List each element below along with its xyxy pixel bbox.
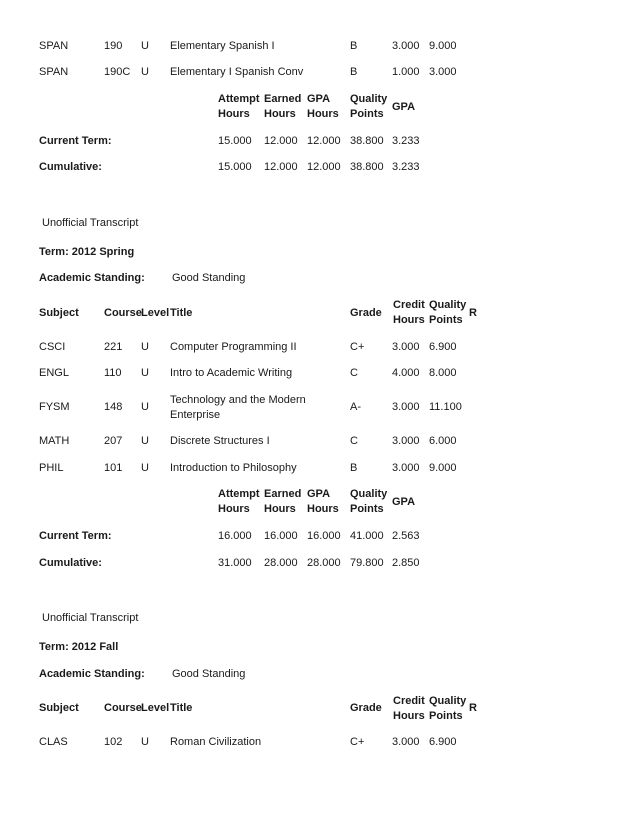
course-credit-hours: 4.000 bbox=[392, 367, 420, 379]
header-earned-hours: Hours bbox=[264, 108, 296, 120]
header-grade: Grade bbox=[350, 702, 382, 714]
summary-earned: 16.000 bbox=[264, 530, 298, 542]
course-quality-points: 3.000 bbox=[429, 66, 457, 78]
header-gpa: GPA bbox=[392, 101, 416, 113]
course-subject: ENGL bbox=[39, 367, 69, 379]
summary-gpa: 3.233 bbox=[392, 161, 420, 173]
course-grade: B bbox=[350, 462, 358, 474]
header-quality-points: Quality bbox=[350, 488, 388, 500]
header-gpa-hours: GPA bbox=[307, 93, 331, 105]
course-level: U bbox=[141, 435, 149, 447]
course-title: Enterprise bbox=[170, 409, 221, 421]
course-credit-hours: 3.000 bbox=[392, 736, 420, 748]
header-quality-points: Points bbox=[429, 314, 463, 326]
course-credit-hours: 3.000 bbox=[392, 40, 420, 52]
course-subject: FYSM bbox=[39, 401, 70, 413]
course-title: Discrete Structures I bbox=[170, 435, 270, 447]
course-credit-hours: 3.000 bbox=[392, 435, 420, 447]
summary-label: Current Term: bbox=[39, 135, 112, 147]
summary-gpa: 2.850 bbox=[392, 557, 420, 569]
summary-gpa: 3.233 bbox=[392, 135, 420, 147]
course-title: Elementary I Spanish Conv bbox=[170, 66, 304, 78]
summary-earned: 28.000 bbox=[264, 557, 298, 569]
header-level: Level bbox=[141, 702, 170, 714]
header-r: R bbox=[469, 307, 477, 319]
header-quality-points: Quality bbox=[429, 299, 467, 311]
course-level: U bbox=[141, 66, 149, 78]
course-grade: C+ bbox=[350, 736, 365, 748]
course-quality-points: 6.900 bbox=[429, 341, 457, 353]
summary-label: Cumulative: bbox=[39, 161, 102, 173]
header-r: R bbox=[469, 702, 477, 714]
header-earned-hours: Hours bbox=[264, 503, 296, 515]
course-level: U bbox=[141, 367, 149, 379]
course-title: Elementary Spanish I bbox=[170, 40, 275, 52]
term-label: Term: 2012 Fall bbox=[39, 641, 119, 653]
summary-gpa-hours: 16.000 bbox=[307, 530, 341, 542]
summary-earned: 12.000 bbox=[264, 161, 298, 173]
section-heading: Unofficial Transcript bbox=[42, 612, 139, 624]
course-number: 190C bbox=[104, 66, 131, 78]
course-title: Technology and the Modern bbox=[170, 394, 306, 406]
header-quality-points: Quality bbox=[429, 695, 467, 707]
course-quality-points: 9.000 bbox=[429, 462, 457, 474]
course-credit-hours: 3.000 bbox=[392, 401, 420, 413]
course-grade: C bbox=[350, 367, 358, 379]
course-subject: MATH bbox=[39, 435, 70, 447]
header-title: Title bbox=[170, 702, 193, 714]
summary-attempt: 31.000 bbox=[218, 557, 252, 569]
header-earned-hours: Earned bbox=[264, 93, 302, 105]
course-level: U bbox=[141, 736, 149, 748]
course-subject: PHIL bbox=[39, 462, 64, 474]
academic-standing-value: Good Standing bbox=[172, 272, 246, 284]
summary-label: Cumulative: bbox=[39, 557, 102, 569]
header-quality-points: Points bbox=[350, 108, 384, 120]
summary-earned: 12.000 bbox=[264, 135, 298, 147]
section-heading: Unofficial Transcript bbox=[42, 217, 139, 229]
course-grade: A- bbox=[350, 401, 361, 413]
course-level: U bbox=[141, 341, 149, 353]
summary-quality: 38.800 bbox=[350, 161, 384, 173]
course-grade: C+ bbox=[350, 341, 365, 353]
header-credit-hours: Credit bbox=[393, 299, 425, 311]
header-grade: Grade bbox=[350, 307, 382, 319]
header-gpa-hours: Hours bbox=[307, 108, 339, 120]
course-number: 148 bbox=[104, 401, 123, 413]
header-level: Level bbox=[141, 307, 170, 319]
summary-gpa-hours: 12.000 bbox=[307, 135, 341, 147]
header-credit-hours: Hours bbox=[393, 710, 425, 722]
course-number: 221 bbox=[104, 341, 123, 353]
course-grade: B bbox=[350, 66, 358, 78]
course-quality-points: 6.000 bbox=[429, 435, 457, 447]
header-attempt-hours: Attempt bbox=[218, 488, 260, 500]
course-credit-hours: 3.000 bbox=[392, 462, 420, 474]
header-credit-hours: Hours bbox=[393, 314, 425, 326]
summary-quality: 38.800 bbox=[350, 135, 384, 147]
course-subject: CLAS bbox=[39, 736, 68, 748]
header-gpa-hours: Hours bbox=[307, 503, 339, 515]
course-number: 207 bbox=[104, 435, 123, 447]
summary-gpa: 2.563 bbox=[392, 530, 420, 542]
course-subject: CSCI bbox=[39, 341, 66, 353]
header-subject: Subject bbox=[39, 307, 79, 319]
summary-quality: 79.800 bbox=[350, 557, 384, 569]
summary-quality: 41.000 bbox=[350, 530, 384, 542]
course-level: U bbox=[141, 401, 149, 413]
summary-attempt: 15.000 bbox=[218, 135, 252, 147]
header-quality-points: Points bbox=[429, 710, 463, 722]
course-title: Intro to Academic Writing bbox=[170, 367, 293, 379]
academic-standing-value: Good Standing bbox=[172, 668, 246, 680]
summary-gpa-hours: 28.000 bbox=[307, 557, 341, 569]
course-title: Roman Civilization bbox=[170, 736, 262, 748]
header-credit-hours: Credit bbox=[393, 695, 425, 707]
term-label: Term: 2012 Spring bbox=[39, 246, 135, 258]
header-course: Course bbox=[104, 307, 142, 319]
course-quality-points: 11.100 bbox=[429, 401, 462, 413]
header-quality-points: Points bbox=[350, 503, 384, 515]
header-quality-points: Quality bbox=[350, 93, 388, 105]
summary-attempt: 16.000 bbox=[218, 530, 252, 542]
course-grade: B bbox=[350, 40, 358, 52]
course-number: 110 bbox=[104, 367, 122, 379]
academic-standing-label: Academic Standing: bbox=[39, 668, 145, 680]
course-quality-points: 9.000 bbox=[429, 40, 457, 52]
academic-standing-label: Academic Standing: bbox=[39, 272, 145, 284]
course-quality-points: 8.000 bbox=[429, 367, 457, 379]
course-grade: C bbox=[350, 435, 358, 447]
summary-label: Current Term: bbox=[39, 530, 112, 542]
header-subject: Subject bbox=[39, 702, 79, 714]
header-earned-hours: Earned bbox=[264, 488, 302, 500]
course-number: 190 bbox=[104, 40, 123, 52]
header-gpa-hours: GPA bbox=[307, 488, 331, 500]
header-attempt-hours: Hours bbox=[218, 503, 250, 515]
header-attempt-hours: Hours bbox=[218, 108, 250, 120]
course-title: Computer Programming II bbox=[170, 341, 297, 353]
course-level: U bbox=[141, 40, 149, 52]
header-course: Course bbox=[104, 702, 142, 714]
course-subject: SPAN bbox=[39, 40, 69, 52]
course-number: 102 bbox=[104, 736, 123, 748]
course-number: 101 bbox=[104, 462, 123, 474]
header-title: Title bbox=[170, 307, 193, 319]
summary-gpa-hours: 12.000 bbox=[307, 161, 341, 173]
course-quality-points: 6.900 bbox=[429, 736, 457, 748]
header-attempt-hours: Attempt bbox=[218, 93, 260, 105]
course-level: U bbox=[141, 462, 149, 474]
course-credit-hours: 3.000 bbox=[392, 341, 420, 353]
header-gpa: GPA bbox=[392, 496, 416, 508]
course-subject: SPAN bbox=[39, 66, 69, 78]
course-credit-hours: 1.000 bbox=[392, 66, 420, 78]
summary-attempt: 15.000 bbox=[218, 161, 252, 173]
course-title: Introduction to Philosophy bbox=[170, 462, 297, 474]
